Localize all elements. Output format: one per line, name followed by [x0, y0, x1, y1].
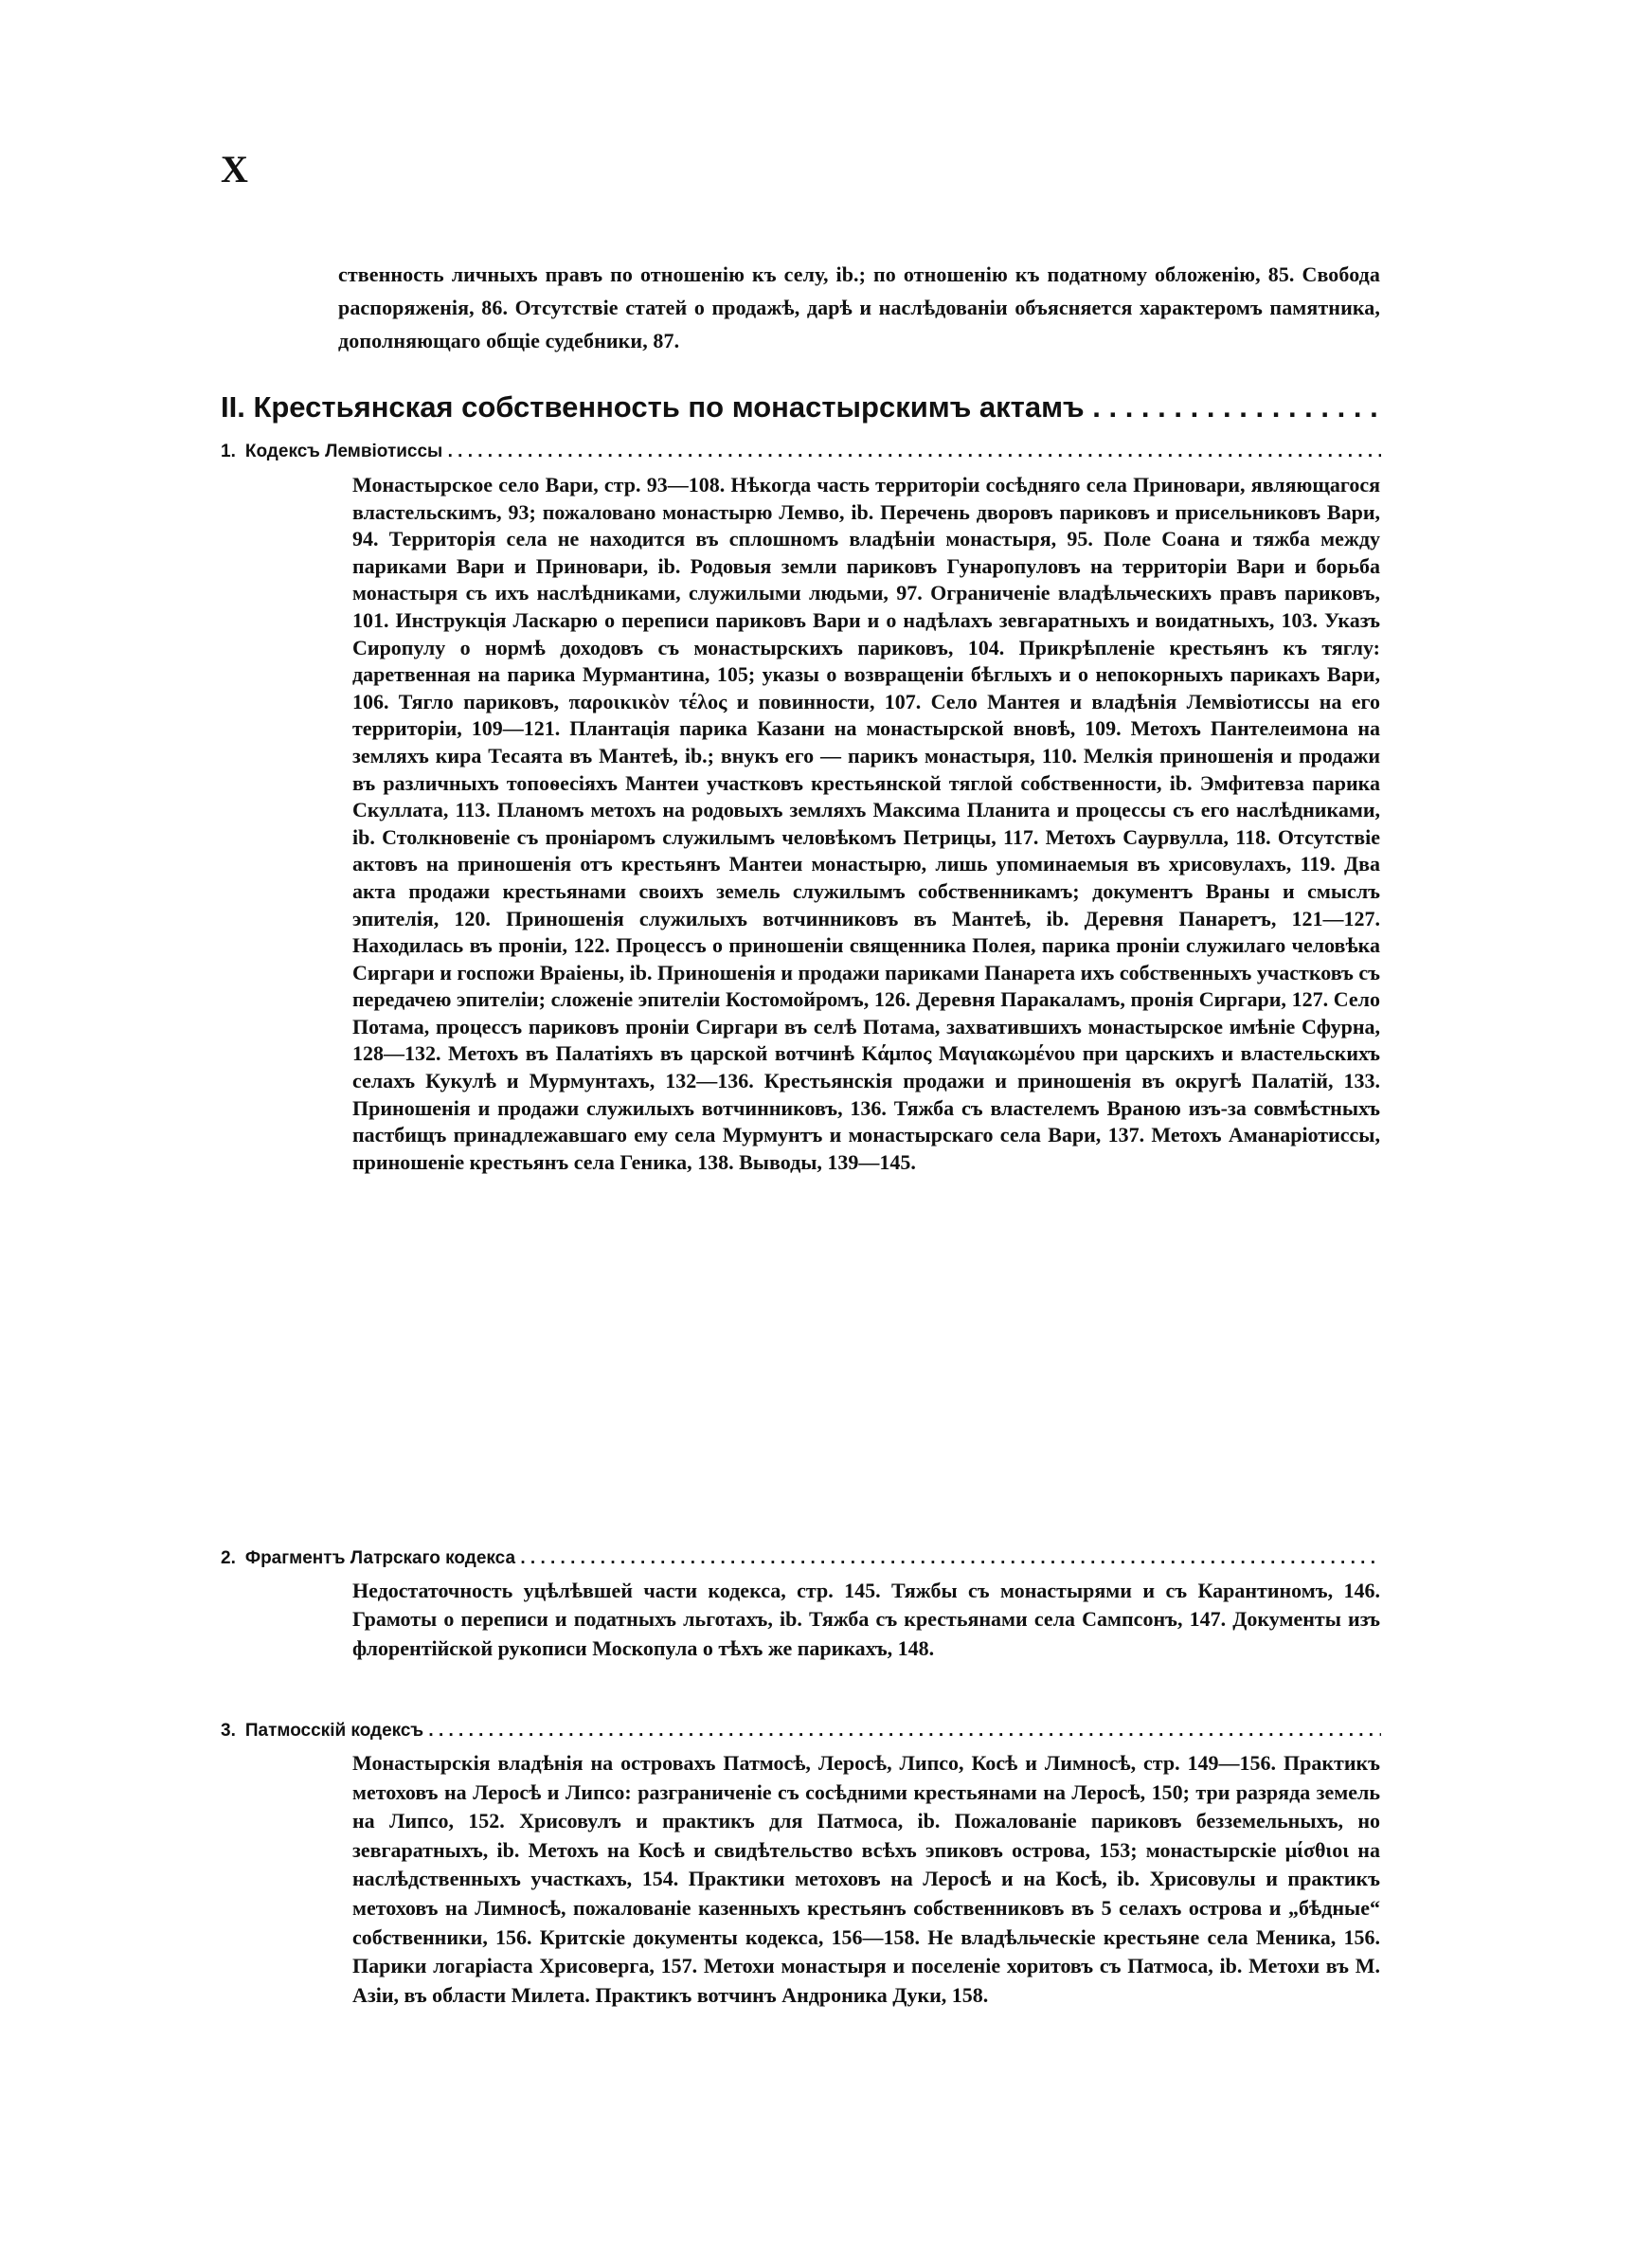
page-number: X [221, 148, 248, 190]
subsection-text-2: Недостаточность уцѣлѣвшей части кодекса, стр. 145. Тяжбы съ монастырями и съ Карантиномъ, 146. Грамоты о переписи и податныхъ льготахъ, ib. Тяжба съ крестьянами села Сампсонъ, 147. Документы изъ флорентійской рукописи Москопула о тѣхъ же парикахъ, 148. [352, 1579, 1380, 1660]
subsection-title: Кодексъ Лемвіотиссы [244, 442, 443, 461]
subsection-number: 3. [221, 1721, 236, 1741]
subsection-text-1: Монастырское село Вари, стр. 93—108. Нѣкогда часть территоріи сосѣдняго села Приновари, являющагося властельскимъ, 93; пожаловано монастырю Лемво, ib. Перечень дворовъ париковъ и присельниковъ Вари, 94. Территорія села не находится въ сплошномъ владѣніи монастыря, 95. Поле Соана и тяжба между париками Вари и Приновари, ib. Родовыя земли париковъ Гунаропуловъ на территоріи Вари и борьба монастыря съ ихъ наслѣдниками, служилыми людьми, 97. Ограниченіе владѣльческихъ правъ париковъ, 101. Инструкція Ласкарю о переписи париковъ Вари и о надѣлахъ зевгаратныхъ и воидатныхъ, 103. Указъ Сиропулу о нормѣ доходовъ съ монастырскихъ париковъ, 104. Прикрѣпленіе крестьянъ къ тяглу: даретвенная на парика Мурмантина, 105; указы о возвращеніи бѣглыхъ и о непокорныхъ парикахъ Вари, 106. Тягло париковъ, παροικικὸν τέλος и повинности, 107. Село Мантея и владѣнія Лемвіотиссы на его территоріи, 109—121. Плантація парика Казани на монастырской вновѣ, 109. Метохъ Пантелеимона на земляхъ кира Тесаята въ Мантеѣ, ib.; внукъ его — парикъ монастыря, 110. Мелкія приношенія и продажи въ различныхъ топоѳесіяхъ Мантеи участковъ крестьянской тяглой собственности, ib. Эмфитевза парика Скуллата, 113. Планомъ метохъ на родовыхъ земляхъ Максима Планита и процессы съ его наслѣдниками, ib. Столкновеніе съ проніаромъ служилымъ человѣкомъ Петрицы, 117. Метохъ Саурвулла, 118. Отсутствіе актовъ на приношенія отъ крестьянъ Мантеи монастырю, лишь упоминаемыя въ хрисовулахъ, 119. Два акта продажи крестьянами своихъ земель служилымъ собственникамъ; документъ Враны и смыслъ эпителія, 120. Приношенія служилыхъ вотчинниковъ въ Мантеѣ, ib. Деревня Панаретъ, 121—127. Находилась въ проніи, 122. Процессъ о приношеніи священника Полея, парика проніи служилаго человѣка Сиргари и госпожи Враіены, ib. Приношенія и продажи париками Панарета ихъ собственныхъ участковъ съ передачею эпителіи; сложеніе эпителіи Костомойромъ, 126. Деревня Паракаламъ, пронія Сиргари, 127. Село Потама, процессъ париковъ проніи Сиргари въ селѣ Потама, захватившихъ монастырское имѣніе Сфурна, 128—132. Метохъ въ Палатіяхъ въ царской вотчинѣ Κάμπος Μαγιακωμένου при царскихъ и властельскихъ селахъ Кукулѣ и Мурмунтахъ, 132—136. Крестьянскія продажи и приношенія въ округѣ Палатій, 133. Приношенія и продажи служилыхъ вотчинниковъ, 136. Тяжба съ властелемъ Враною изъ-за совмѣстныхъ пастбищъ принадлежавшаго ему села Мурмунтъ и монастырскаго села Вари, 137. Метохъ Аманаріотиссы, приношеніе крестьянъ села Геника, 138. Выводы, 139—145. [352, 473, 1380, 1174]
intro-paragraph: ственность личныхъ правъ по отношенію къ селу, ib.; по отношенію къ податному обложенію, 85. Свобода распоряженія, 86. Отсутствіе статей о продажѣ, дарѣ и наслѣдованіи объясняется характеромъ памятника, дополняющаго общіе судебники, 87. [338, 262, 1380, 352]
subsection-title: Фрагментъ Латрскаго кодекса [244, 1548, 516, 1568]
section-heading [221, 390, 1381, 424]
subsection-heading-3 [221, 1721, 1381, 1742]
subsection-text-3: Монастырскія владѣнія на островахъ Патмосѣ, Леросѣ, Липсо, Косѣ и Лимносѣ, стр. 149—156. Практикъ метоховъ на Леросѣ и Липсо: разграниченіе съ сосѣдними крестьянами на Леросѣ, 150; три разряда земель на Липсо, 152. Хрисовулъ и практикъ для Патмоса, ib. Пожалованіе париковъ безземельныхъ, но зевгаратныхъ, ib. Метохъ на Косѣ и свидѣтельство всѣхъ эпиковъ острова, 153; монастырскіе μίσθιοι на наслѣдственныхъ участкахъ, 154. Практики метоховъ на Леросѣ и на Косѣ, ib. Хрисовулы и практикъ метоховъ на Лимносѣ, пожалованіе казенныхъ крестьянъ собственниковъ въ 5 селахъ острова и „бѣдные“ собственники, 156. Критскіе документы кодекса, 156—158. Не владѣльческіе крестьяне села Меника, 156. Парики логаріаста Хрисоверга, 157. Метохи монастыря и поселеніе хоритовъ съ Патмоса, ib. Метохи въ М. Азіи, въ области Милета. Практикъ вотчинъ Андроника Дуки, 158. [352, 1751, 1380, 2007]
subsection-number: 2. [221, 1548, 236, 1568]
section-title: II. Крестьянская собственность по монастырскимъ актамъ [221, 390, 1085, 424]
subsection-title: Патмосскій кодексъ [244, 1721, 424, 1741]
subsection-number: 1. [221, 442, 236, 461]
subsection-heading-2 [221, 1548, 1381, 1569]
subsection-heading-1 [221, 442, 1381, 462]
